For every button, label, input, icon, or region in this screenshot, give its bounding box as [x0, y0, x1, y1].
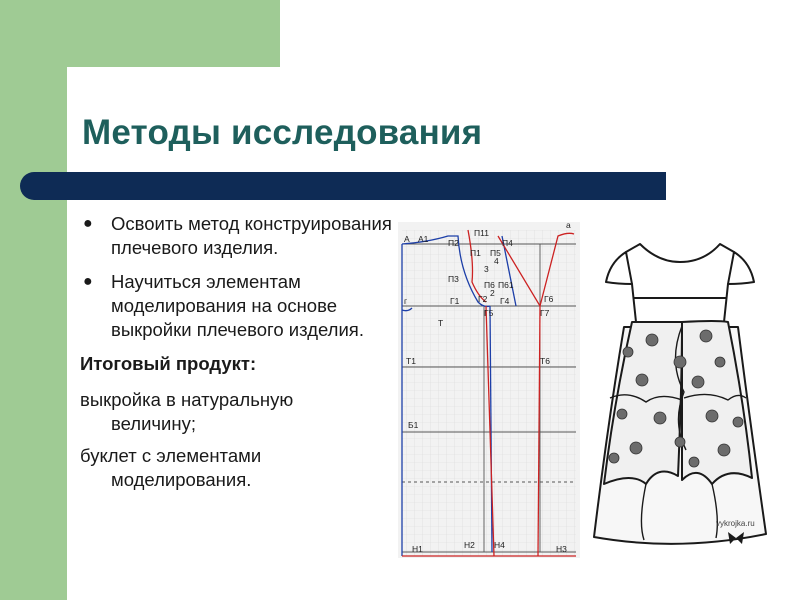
pattern-label: Г7 [540, 308, 550, 318]
pattern-label: г [404, 296, 408, 306]
result-item [80, 444, 392, 492]
dress-illustration [588, 222, 773, 562]
watermark-text: vykrojka.ru [716, 519, 755, 528]
pattern-label: П4 [502, 238, 513, 248]
pattern-label: 4 [494, 256, 499, 266]
green-frame-top [0, 0, 280, 67]
pattern-label: Г2 [478, 294, 488, 304]
pattern-label: П11 [474, 228, 489, 238]
result-item [80, 388, 392, 436]
pattern-label: Н4 [494, 540, 505, 550]
result-line: буклет с элементами [80, 445, 262, 466]
pattern-label: Н1 [412, 544, 423, 554]
bullet-text: Научиться элементам моделирования на основе выкройки плечевого изделия. [111, 271, 364, 340]
pattern-label: П5 [490, 248, 501, 258]
pattern-label: Б1 [408, 420, 419, 430]
bullet-item [80, 212, 392, 260]
pattern-label: Н2 [464, 540, 475, 550]
pattern-label: П1 [470, 248, 481, 258]
pattern-label: П6 [484, 280, 495, 290]
pattern-label: П2 [448, 238, 459, 248]
pattern-label: Г4 [500, 296, 510, 306]
bullet-dot-icon: ● [83, 215, 93, 232]
pattern-label: А [404, 234, 410, 244]
pattern-label: Т1 [406, 356, 416, 366]
result-line: величину; [111, 413, 197, 434]
bullet-item [80, 270, 392, 342]
result-line: моделирования. [111, 469, 252, 490]
sewing-pattern-image [398, 222, 580, 558]
pattern-label: Н3 [556, 544, 567, 554]
pattern-label: П3 [448, 274, 459, 284]
pattern-label: Г6 [544, 294, 554, 304]
result-line: выкройка в натуральную [80, 389, 294, 410]
pattern-label: Г5 [484, 308, 494, 318]
pattern-label: Г1 [450, 296, 460, 306]
pattern-label: А1 [418, 234, 429, 244]
slide-title: Методы исследования [82, 113, 483, 152]
pattern-label: а [566, 222, 571, 230]
title-underline-bar [20, 172, 666, 200]
content-text [80, 212, 392, 500]
pattern-label: 2 [490, 288, 495, 298]
result-heading: Итоговый продукт: [80, 353, 257, 374]
green-frame-left [0, 0, 67, 600]
bullet-dot-icon: ● [83, 273, 93, 290]
bullet-text: Освоить метод конструирования плечевого изделия. [111, 213, 392, 258]
pattern-label: П61 [498, 280, 514, 290]
pattern-label: Т6 [540, 356, 550, 366]
pattern-label: Т [438, 318, 444, 328]
pattern-label: 3 [484, 264, 489, 274]
